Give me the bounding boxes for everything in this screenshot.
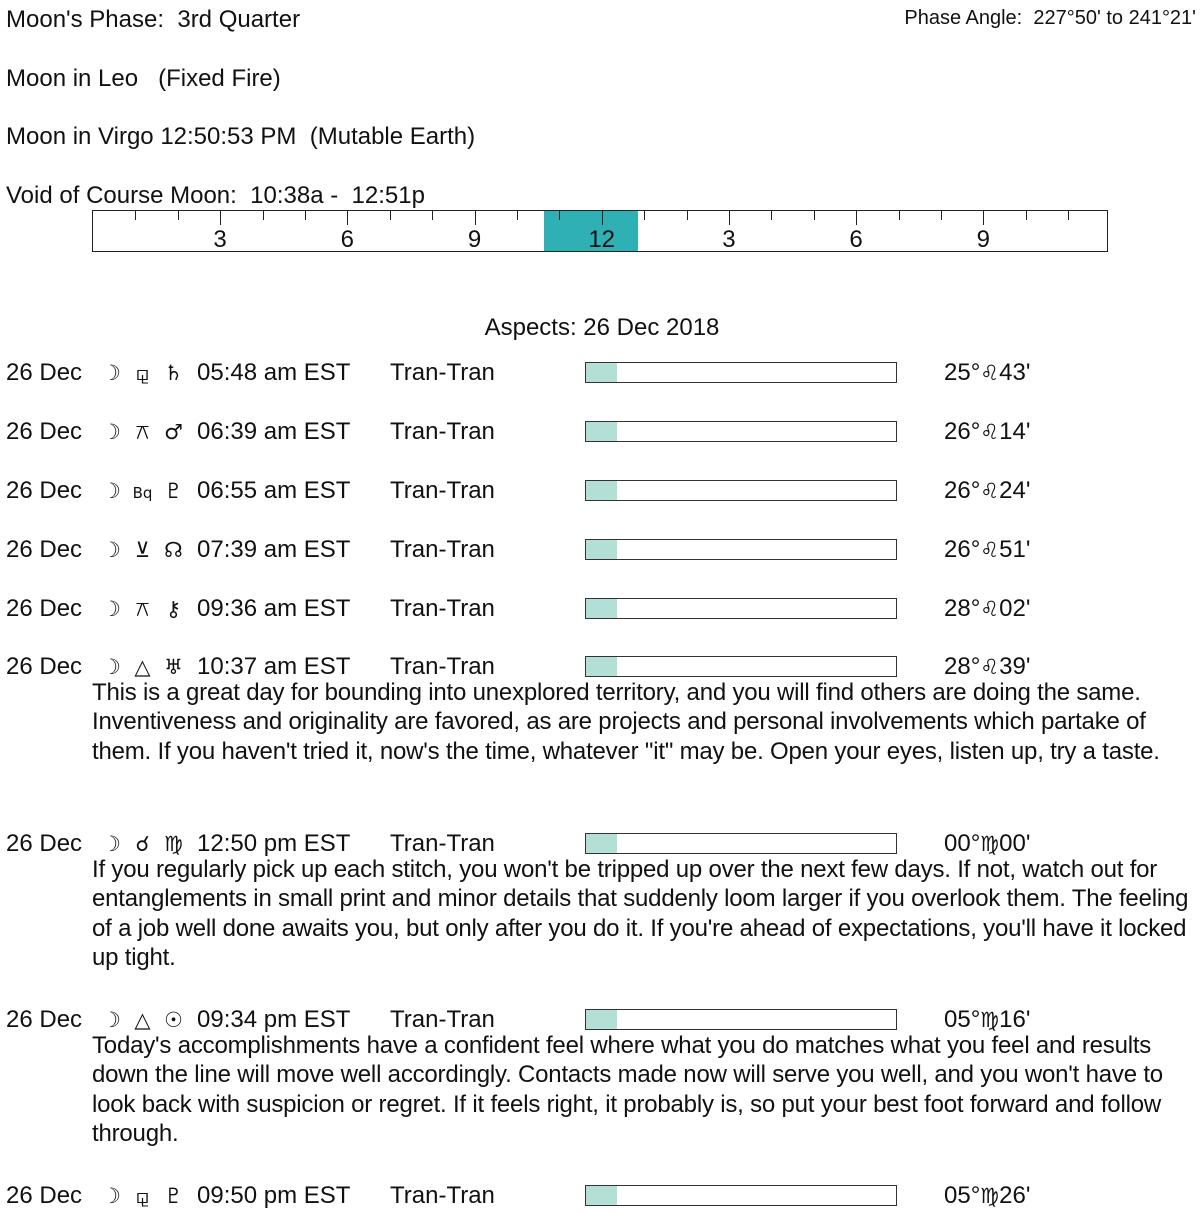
- leo-icon: ♌: [980, 538, 1000, 562]
- aspect-strength-fill: [586, 363, 617, 382]
- aspect-strength-bar: [585, 598, 897, 619]
- aspect-interpretation: This is a great day for bounding into unexplored territory, and you will find others are doing the same. Inventiveness and originality are favored, as are projects and personal involvements which partake of them. If you haven't tried it, now's the time, whatever "it" may be. Open your eyes, listen up, try a taste.: [92, 679, 1160, 765]
- pluto-icon: ♇: [164, 1184, 183, 1208]
- moon-sign-virgo: Moon in Virgo 12:50:53 PM (Mutable Earth): [6, 123, 476, 150]
- virgo-icon: ♍: [164, 832, 183, 856]
- phase-angle: Phase Angle: 227°50' to 241°21': [904, 7, 1196, 29]
- aspect-strength-bar: [585, 1185, 897, 1206]
- aspect-strength-bar: [585, 539, 897, 560]
- aspect-degree: 28°: [944, 653, 981, 680]
- void-of-course-timeline: [92, 210, 1108, 252]
- timeline-tick: [1026, 211, 1027, 220]
- aspect-row: [0, 1181, 1204, 1211]
- timeline-tick: [899, 211, 900, 220]
- aspect-minutes: 43': [999, 359, 1031, 386]
- aspect-glyphs: [96, 535, 189, 565]
- aspect-type: Tran-Tran: [390, 418, 495, 445]
- aspect-strength-bar: [585, 1009, 897, 1030]
- aspect-date: 26 Dec: [6, 477, 83, 504]
- moon-icon: ☽: [102, 597, 121, 621]
- timeline-hour-label: 9: [976, 226, 990, 253]
- aspect-time: 06:55 am EST: [197, 477, 351, 504]
- timeline-tick: [220, 211, 221, 225]
- pluto-icon: ♇: [164, 479, 183, 503]
- quincunx-icon: ⚻: [135, 420, 150, 444]
- aspect-type: Tran-Tran: [390, 830, 495, 857]
- aspect-strength-bar: [585, 421, 897, 442]
- moon-icon: ☽: [102, 361, 121, 385]
- aspect-row: [0, 417, 1204, 447]
- aspect-type: Tran-Tran: [390, 536, 495, 563]
- aspect-time: 09:36 am EST: [197, 595, 351, 622]
- aspect-type: Tran-Tran: [390, 1182, 495, 1209]
- timeline-tick: [856, 211, 857, 225]
- aspect-position: [944, 358, 1030, 388]
- leo-icon: ♌: [980, 361, 1000, 385]
- aspect-strength-fill: [586, 481, 617, 500]
- aspect-strength-fill: [586, 599, 617, 618]
- aspect-minutes: 39': [999, 653, 1031, 680]
- aspect-row: [0, 594, 1204, 624]
- aspect-strength-fill: [586, 834, 617, 853]
- timeline-hour-label: 6: [340, 226, 354, 253]
- aspect-date: 26 Dec: [6, 595, 83, 622]
- timeline-tick: [517, 211, 518, 220]
- aspect-interpretation: Today's accomplishments have a confident feel where what you do matches what you feel and results down the line will move well accordingly. Contacts made now will serve you well, and you won't have to look back with suspicion or regret. If it feels right, it probably is, so put your best foot forward and follow through.: [92, 1032, 1163, 1147]
- aspect-degree: 26°: [944, 418, 981, 445]
- timeline-hour-label: 6: [849, 226, 863, 253]
- sesquiquadrate-icon: ⚼: [135, 1184, 150, 1208]
- aspect-degree: 00°: [944, 830, 981, 857]
- conjunction-icon: ☌: [135, 832, 150, 856]
- aspect-strength-fill: [586, 1010, 617, 1029]
- chiron-icon: ⚷: [165, 597, 182, 621]
- aspect-row: [0, 358, 1204, 388]
- timeline-tick: [347, 211, 348, 225]
- aspect-degree: 25°: [944, 359, 981, 386]
- saturn-icon: ♄: [164, 361, 183, 385]
- aspect-degree: 28°: [944, 595, 981, 622]
- leo-icon: ♌: [980, 479, 1000, 503]
- void-of-course: Void of Course Moon: 10:38a - 12:51p: [6, 182, 425, 209]
- moon-icon: ☽: [102, 538, 121, 562]
- aspect-degree: 05°: [944, 1006, 981, 1033]
- sun-icon: ☉: [164, 1008, 183, 1032]
- aspect-date: 26 Dec: [6, 653, 83, 680]
- virgo-icon: ♍: [980, 832, 1000, 856]
- timeline-tick: [559, 211, 560, 220]
- timeline-tick: [687, 211, 688, 220]
- timeline-tick: [475, 211, 476, 225]
- aspect-type: Tran-Tran: [390, 1006, 495, 1033]
- aspect-strength-fill: [586, 422, 617, 441]
- virgo-icon: ♍: [980, 1008, 1000, 1032]
- aspect-type: Tran-Tran: [390, 477, 495, 504]
- aspect-glyphs: [96, 417, 189, 447]
- aspect-degree: 26°: [944, 477, 981, 504]
- timeline-tick: [432, 211, 433, 220]
- timeline-tick: [644, 211, 645, 220]
- aspect-position: [944, 535, 1030, 565]
- aspect-strength-bar: [585, 480, 897, 501]
- aspect-degree: 05°: [944, 1182, 981, 1209]
- aspect-position: [944, 594, 1030, 624]
- aspect-glyphs: [96, 476, 189, 508]
- semisextile-icon: ⊻: [134, 538, 151, 562]
- aspects-title: Aspects: 26 Dec 2018: [484, 314, 720, 341]
- aspect-date: 26 Dec: [6, 359, 83, 386]
- aspect-minutes: 24': [999, 477, 1031, 504]
- aspect-strength-bar: [585, 833, 897, 854]
- trine-icon: △: [134, 655, 151, 679]
- timeline-tick: [814, 211, 815, 220]
- timeline-tick: [135, 211, 136, 220]
- timeline-tick: [602, 211, 603, 225]
- aspect-minutes: 02': [999, 595, 1031, 622]
- aspect-minutes: 14': [999, 418, 1031, 445]
- aspect-degree: 26°: [944, 536, 981, 563]
- aspect-strength-bar: [585, 362, 897, 383]
- aspect-time: 09:34 pm EST: [197, 1006, 351, 1033]
- aspect-date: 26 Dec: [6, 418, 83, 445]
- aspect-type: Tran-Tran: [390, 359, 495, 386]
- timeline-hour-label: 9: [467, 226, 482, 253]
- leo-icon: ♌: [980, 655, 1000, 679]
- trine-icon: △: [134, 1008, 151, 1032]
- aspect-time: 09:50 pm EST: [197, 1182, 351, 1209]
- aspect-type: Tran-Tran: [390, 653, 495, 680]
- north-node-icon: ☊: [164, 538, 183, 562]
- aspect-glyphs: [96, 358, 189, 388]
- aspect-row: [0, 535, 1204, 565]
- aspect-position: [944, 476, 1030, 506]
- moon-icon: ☽: [102, 1008, 121, 1032]
- aspect-glyphs: [96, 1181, 189, 1211]
- moon-icon: ☽: [102, 479, 121, 503]
- aspect-strength-fill: [586, 540, 617, 559]
- moon-icon: ☽: [102, 420, 121, 444]
- aspect-date: 26 Dec: [6, 1006, 83, 1033]
- aspect-minutes: 00': [999, 830, 1031, 857]
- timeline-tick: [771, 211, 772, 220]
- sesquiquadrate-icon: ⚼: [135, 361, 150, 385]
- timeline-tick: [305, 211, 306, 220]
- aspect-position: [944, 417, 1030, 447]
- mars-icon: ♂: [164, 420, 183, 444]
- timeline-tick: [263, 211, 264, 220]
- aspect-time: 12:50 pm EST: [197, 830, 351, 857]
- aspect-interpretation: If you regularly pick up each stitch, you won't be tripped up over the next few days. If not, watch out for entanglements in small print and minor details that suddenly loom larger if you overlook them. The feeling of a job well done awaits you, but only after you do it. If you're ahead of expectations, you'll have it locked up tight.: [92, 856, 1189, 971]
- aspect-strength-fill: [586, 657, 617, 676]
- moon-sign-leo: Moon in Leo (Fixed Fire): [6, 65, 281, 92]
- moon-icon: ☽: [102, 832, 121, 856]
- virgo-icon: ♍: [980, 1184, 1000, 1208]
- timeline-tick: [1068, 211, 1069, 220]
- aspect-minutes: 51': [999, 536, 1031, 563]
- aspect-row: [0, 476, 1204, 506]
- aspect-time: 10:37 am EST: [197, 653, 351, 680]
- aspect-glyphs: [96, 594, 189, 624]
- aspect-minutes: 16': [999, 1006, 1031, 1033]
- leo-icon: ♌: [980, 597, 1000, 621]
- timeline-tick: [390, 211, 391, 220]
- timeline-tick: [983, 211, 984, 225]
- aspect-type: Tran-Tran: [390, 595, 495, 622]
- aspect-date: 26 Dec: [6, 830, 83, 857]
- aspect-minutes: 26': [999, 1182, 1031, 1209]
- timeline-tick: [729, 211, 730, 225]
- leo-icon: ♌: [980, 420, 1000, 444]
- biquintile-icon: Bq: [132, 484, 153, 502]
- quincunx-icon: ⚻: [135, 597, 150, 621]
- uranus-icon: ♅: [164, 655, 183, 679]
- aspect-date: 26 Dec: [6, 1182, 83, 1209]
- moon-phase: Moon's Phase: 3rd Quarter: [6, 6, 301, 33]
- aspect-strength-fill: [586, 1186, 617, 1205]
- moon-icon: ☽: [102, 655, 121, 679]
- aspect-position: [944, 1181, 1030, 1211]
- aspect-time: 06:39 am EST: [197, 418, 351, 445]
- timeline-hour-label: 12: [588, 226, 616, 253]
- aspect-date: 26 Dec: [6, 536, 83, 563]
- timeline-tick: [178, 211, 179, 220]
- aspect-strength-bar: [585, 656, 897, 677]
- timeline-hour-label: 3: [213, 226, 227, 253]
- timeline-hour-label: 3: [722, 226, 736, 253]
- aspect-time: 05:48 am EST: [197, 359, 351, 386]
- aspect-time: 07:39 am EST: [197, 536, 351, 563]
- timeline-tick: [941, 211, 942, 220]
- moon-icon: ☽: [102, 1184, 121, 1208]
